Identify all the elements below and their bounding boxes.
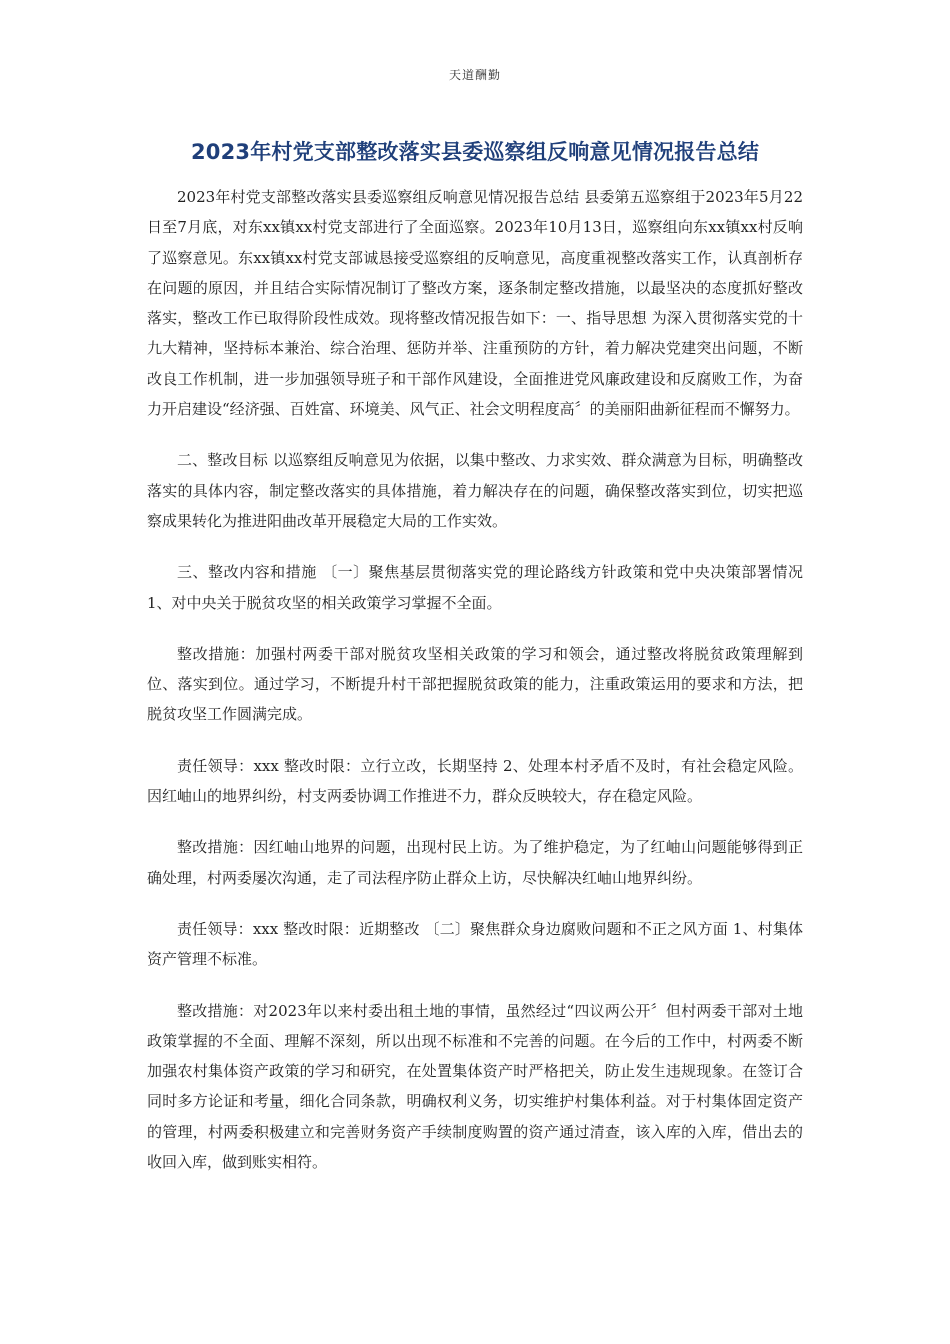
paragraph-intro: 2023年村党支部整改落实县委巡察组反响意见情况报告总结 县委第五巡察组于2023年5月22日至7月底，对东xx镇xx村党支部进行了全面巡察。2023年10月13日，巡察组向东xx镇xx村反响了巡察意见。东xx镇xx村党支部诚恳接受巡察组的反响意见，高度重视整改落实工作，认真剖析存在问题的原因，并且结合实际情况制订了整改方案，逐条制定整改措施，以最坚决的态度抓好整改落实，整改工作已取得阶段性成效。现将整改情况报告如下：一、指导思想 为深入贯彻落实党的十九大精神，坚持标本兼治、综合治理、惩防并举、注重预防的方针，着力解决党建突出问题，不断改良工作机制，进一步加强领导班子和干部作风建设，全面推进党风廉政建设和反腐败工作，为奋力开启建设“经济强、百姓富、环境美、风气正、社会文明程度高〞的美丽阳曲新征程而不懈努力。 [147,188,803,419]
paragraph-measure-3: 整改措施：对2023年以来村委出租土地的事情，虽然经过“四议两公开〞但村两委干部对土地政策掌握的不全面、理解不深刻，所以出现不标准和不完善的问题。在今后的工作中，村两委不断加强农村集体资产政策的学习和研究，在处置集体资产时严格把关，防止发生违规现象。在签订合同时多方论证和考量，细化合同条款，明确权利义务，切实维护村集体利益。对于村集体固定资产的管理，村两委积极建立和完善财务资产手续制度购置的资产通过清查，该入库的入库，借出去的收回入库，做到账实相符。 [147,1001,803,1172]
paragraph-goals: 二、整改目标 以巡察组反响意见为依据，以集中整改、力求实效、群众满意为目标，明确整改落实的具体内容，制定整改落实的具体措施，着力解决存在的问题，确保整改落实到位，切实把巡察成果转化为推进阳曲改革开展稳定大局的工作实效。 [147,451,803,530]
paragraph-responsibility-1: 责任领导：xxx 整改时限：立行立改，长期坚持 2、处理本村矛盾不及时，有社会稳定风险。因红岫山的地界纠纷，村支两委协调工作推进不力，群众反映较大，存在稳定风险。 [147,756,803,806]
paragraph-responsibility-2: 责任领导：xxx 整改时限：近期整改 〔二〕聚焦群众身边腐败问题和不正之风方面 1、村集体资产管理不标准。 [147,919,803,969]
page-header: 天道酬勤 [448,68,501,82]
document-body [147,182,803,1198]
paragraph-measure-2: 整改措施：因红岫山地界的问题，出现村民上访。为了维护稳定，为了红岫山问题能够得到正确处理，村两委屡次沟通，走了司法程序防止群众上访，尽快解决红岫山地界纠纷。 [147,838,803,887]
document-title: 2023年村党支部整改落实县委巡察组反响意见情况报告总结 [190,140,760,164]
paragraph-measures-heading: 三、整改内容和措施 〔一〕聚焦基层贯彻落实党的理论路线方针政策和党中央决策部署情况 1、对中央关于脱贫攻坚的相关政策学习掌握不全面。 [147,563,803,612]
paragraph-measure-1: 整改措施：加强村两委干部对脱贫攻坚相关政策的学习和领会，通过整改将脱贫政策理解到位、落实到位。通过学习，不断提升村干部把握脱贫政策的能力，注重政策运用的要求和方法，把脱贫攻坚工作圆满完成。 [147,644,803,724]
